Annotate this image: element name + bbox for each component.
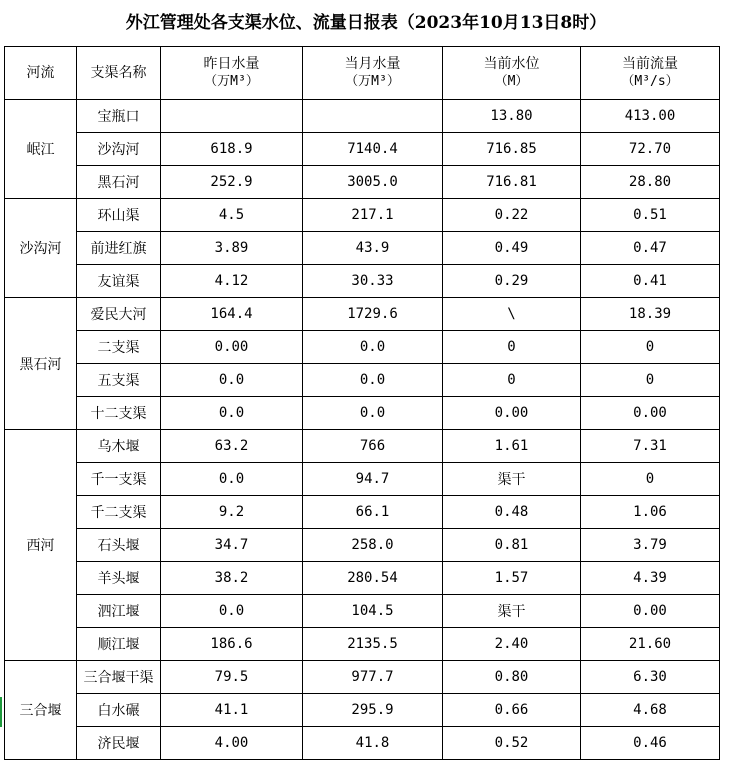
cell-name: 三合堰干渠 <box>77 661 161 694</box>
cell-month: 41.8 <box>303 727 443 760</box>
cell-yesterday: 9.2 <box>161 496 303 529</box>
cell-name: 石头堰 <box>77 529 161 562</box>
cell-name: 沙沟河 <box>77 133 161 166</box>
header-yesterday-line2: （万M³） <box>204 74 259 89</box>
table-row <box>5 661 720 694</box>
table-row <box>5 628 720 661</box>
cell-yesterday: 79.5 <box>161 661 303 694</box>
header-level-line1: 当前水位 <box>483 56 540 72</box>
cell-level: 渠干 <box>443 595 581 628</box>
cell-name: 黑石河 <box>77 166 161 199</box>
table-row <box>5 397 720 430</box>
cell-yesterday: 164.4 <box>161 298 303 331</box>
cell-yesterday: 4.12 <box>161 265 303 298</box>
cell-month: 43.9 <box>303 232 443 265</box>
table-row <box>5 166 720 199</box>
cell-flow: 21.60 <box>581 628 720 661</box>
cell-flow: 0 <box>581 463 720 496</box>
table-row <box>5 562 720 595</box>
cell-yesterday: 618.9 <box>161 133 303 166</box>
report-title: 外江管理处各支渠水位、流量日报表（2023年10月13日8时） <box>125 13 607 33</box>
cell-yesterday: 0.0 <box>161 463 303 496</box>
header-row <box>5 47 720 100</box>
cell-name: 泗江堰 <box>77 595 161 628</box>
table-row <box>5 298 720 331</box>
cell-month: 0.0 <box>303 364 443 397</box>
cell-flow: 0.00 <box>581 397 720 430</box>
cell-month: 94.7 <box>303 463 443 496</box>
cell-yesterday: 3.89 <box>161 232 303 265</box>
cell-month: 7140.4 <box>303 133 443 166</box>
cell-name: 五支渠 <box>77 364 161 397</box>
report-table-body <box>5 47 720 760</box>
cell-level: 13.80 <box>443 100 581 133</box>
header-yesterday-line1: 昨日水量 <box>203 56 260 72</box>
table-row <box>5 100 720 133</box>
cell-month: 104.5 <box>303 595 443 628</box>
cell-yesterday: 0.0 <box>161 595 303 628</box>
table-row <box>5 364 720 397</box>
cell-name: 乌木堰 <box>77 430 161 463</box>
cell-flow: 72.70 <box>581 133 720 166</box>
table-row <box>5 727 720 760</box>
cell-level: 0.29 <box>443 265 581 298</box>
cell-name: 友谊渠 <box>77 265 161 298</box>
cell-flow: 18.39 <box>581 298 720 331</box>
cell-month: 280.54 <box>303 562 443 595</box>
header-flow <box>581 47 720 100</box>
cell-name: 十二支渠 <box>77 397 161 430</box>
cell-level: 0.48 <box>443 496 581 529</box>
table-row <box>5 232 720 265</box>
report-table <box>4 46 720 760</box>
row-selection-marker <box>0 697 2 727</box>
table-row <box>5 595 720 628</box>
header-channel: 支渠名称 <box>77 47 161 100</box>
cell-flow: 28.80 <box>581 166 720 199</box>
cell-flow: 3.79 <box>581 529 720 562</box>
cell-level: 1.61 <box>443 430 581 463</box>
table-row <box>5 496 720 529</box>
header-month-line2: （万M³） <box>345 74 400 89</box>
cell-flow: 7.31 <box>581 430 720 463</box>
cell-flow: 0.51 <box>581 199 720 232</box>
cell-name: 千一支渠 <box>77 463 161 496</box>
cell-yesterday: 34.7 <box>161 529 303 562</box>
cell-level: 0 <box>443 364 581 397</box>
cell-month: 3005.0 <box>303 166 443 199</box>
header-river: 河流 <box>5 47 77 100</box>
cell-name: 白水碾 <box>77 694 161 727</box>
cell-yesterday: 4.00 <box>161 727 303 760</box>
header-yesterday <box>161 47 303 100</box>
cell-month: 295.9 <box>303 694 443 727</box>
cell-flow: 0.00 <box>581 595 720 628</box>
cell-level: 0 <box>443 331 581 364</box>
cell-name: 二支渠 <box>77 331 161 364</box>
cell-flow: 0 <box>581 364 720 397</box>
cell-month: 258.0 <box>303 529 443 562</box>
cell-flow: 4.39 <box>581 562 720 595</box>
cell-flow: 0.46 <box>581 727 720 760</box>
header-flow-line2: （M³/s） <box>621 74 679 89</box>
river-cell: 黑石河 <box>5 298 77 430</box>
river-cell: 沙沟河 <box>5 199 77 298</box>
cell-flow: 0.47 <box>581 232 720 265</box>
table-row <box>5 430 720 463</box>
cell-level: 1.57 <box>443 562 581 595</box>
cell-flow: 1.06 <box>581 496 720 529</box>
cell-level: 0.81 <box>443 529 581 562</box>
cell-month: 977.7 <box>303 661 443 694</box>
header-level-line2: （M） <box>494 74 529 89</box>
cell-level: 0.66 <box>443 694 581 727</box>
cell-level: 716.85 <box>443 133 581 166</box>
cell-level: 0.52 <box>443 727 581 760</box>
cell-level: 0.49 <box>443 232 581 265</box>
cell-month: 30.33 <box>303 265 443 298</box>
cell-month <box>303 100 443 133</box>
river-cell: 三合堰 <box>5 661 77 760</box>
cell-month: 0.0 <box>303 397 443 430</box>
table-row <box>5 331 720 364</box>
cell-flow: 0 <box>581 331 720 364</box>
cell-name: 宝瓶口 <box>77 100 161 133</box>
cell-flow: 4.68 <box>581 694 720 727</box>
cell-month: 2135.5 <box>303 628 443 661</box>
cell-yesterday: 38.2 <box>161 562 303 595</box>
table-row <box>5 265 720 298</box>
table-row <box>5 529 720 562</box>
table-row <box>5 463 720 496</box>
cell-yesterday: 0.0 <box>161 364 303 397</box>
cell-yesterday: 0.0 <box>161 397 303 430</box>
cell-month: 217.1 <box>303 199 443 232</box>
cell-name: 千二支渠 <box>77 496 161 529</box>
cell-level: 2.40 <box>443 628 581 661</box>
cell-name: 顺江堰 <box>77 628 161 661</box>
cell-name: 羊头堰 <box>77 562 161 595</box>
cell-level: 0.80 <box>443 661 581 694</box>
cell-flow: 413.00 <box>581 100 720 133</box>
cell-yesterday: 41.1 <box>161 694 303 727</box>
table-row <box>5 694 720 727</box>
cell-name: 环山渠 <box>77 199 161 232</box>
cell-name: 前进红旗 <box>77 232 161 265</box>
cell-yesterday: 4.5 <box>161 199 303 232</box>
cell-flow: 6.30 <box>581 661 720 694</box>
table-row <box>5 133 720 166</box>
header-month-line1: 当月水量 <box>344 56 401 72</box>
header-month <box>303 47 443 100</box>
cell-month: 766 <box>303 430 443 463</box>
river-cell: 西河 <box>5 430 77 661</box>
cell-flow: 0.41 <box>581 265 720 298</box>
cell-name: 爱民大河 <box>77 298 161 331</box>
cell-yesterday: 252.9 <box>161 166 303 199</box>
header-flow-line1: 当前流量 <box>622 56 678 72</box>
header-level <box>443 47 581 100</box>
cell-month: 66.1 <box>303 496 443 529</box>
cell-yesterday: 63.2 <box>161 430 303 463</box>
cell-level: 0.22 <box>443 199 581 232</box>
cell-yesterday: 186.6 <box>161 628 303 661</box>
cell-yesterday: 0.00 <box>161 331 303 364</box>
cell-month: 1729.6 <box>303 298 443 331</box>
cell-level: 0.00 <box>443 397 581 430</box>
cell-level: 渠干 <box>443 463 581 496</box>
cell-month: 0.0 <box>303 331 443 364</box>
table-row <box>5 199 720 232</box>
cell-yesterday <box>161 100 303 133</box>
cell-level: 716.81 <box>443 166 581 199</box>
cell-level: \ <box>443 298 581 331</box>
cell-name: 济民堰 <box>77 727 161 760</box>
river-cell: 岷江 <box>5 100 77 199</box>
